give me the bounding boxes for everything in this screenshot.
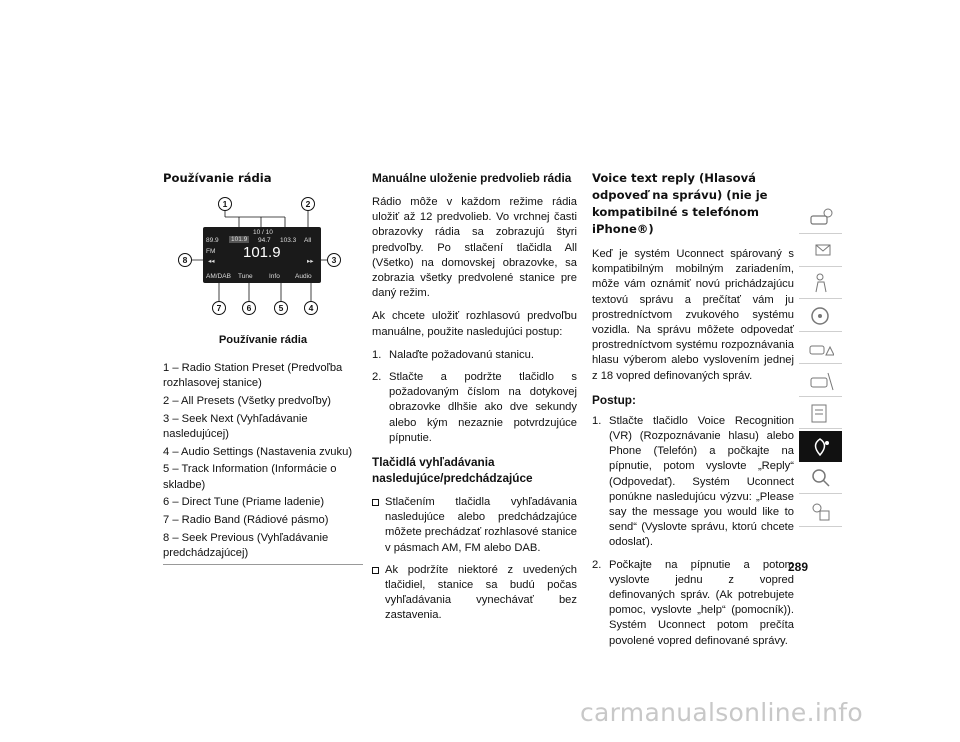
- tab-envelope-car[interactable]: [799, 236, 842, 267]
- callout-5: 5: [274, 301, 288, 315]
- bullet-text: Ak podržíte niektoré z uvedených tlačidiel, stanice sa budú počas vyhľadávania vynechávať bez zastavenia.: [385, 563, 577, 622]
- tab-steering-wheel[interactable]: [799, 301, 842, 332]
- paragraph: Keď je systém Uconnect spárovaný s kompatibilným mobilným zariadením, môže vám oznámiť novú prichádzajúcu textovú správu a prečítať vám ju prostredníctvom zvukového systému vozidla. Na správu môžete odpovedať prostredníctvom systému rozpoznávania hlasu výberom alebo vyslovením jednej z 18 vopred definovaných správ.: [592, 248, 794, 382]
- legend-item: 6 – Direct Tune (Priame ladenie): [163, 496, 325, 509]
- audio-button[interactable]: Audio: [295, 273, 312, 280]
- procedure-heading: Postup:: [592, 392, 636, 407]
- section-heading: Voice text reply (Hlasová odpoveď na správu) (nie je kompatibilné s telefónom iPhone®): [592, 171, 768, 236]
- step-text: Stlačte tlačidlo Voice Recognition (VR) (Rozpoznávanie hlasu) alebo Phone (Telefón) a počkajte na pípnutie, potom vyslovte „Reply“ (Odpovedať). Systém Uconnect ponúkne nasledujúcu výzvu: „Please say the message you would like to send“ (Vyslovte správu, ktorú chcete odoslať).: [609, 414, 794, 549]
- seek-next-button[interactable]: ▸▸: [307, 258, 314, 265]
- list-item: [592, 414, 794, 551]
- radio-band-button[interactable]: AM/DAB: [206, 273, 231, 280]
- list-item: [372, 370, 577, 446]
- bullet-text: Stlačením tlačidla vyhľadávania nasledujúce alebo predchádzajúce môžete prechádzať rozhlasové stanice v pásmach AM, FM alebo DAB.: [385, 496, 578, 554]
- subsection-heading: Tlačidlá vyhľadávania nasledujúce/predchádzajúce: [372, 455, 533, 486]
- seek-prev-button[interactable]: ◂◂: [208, 258, 215, 265]
- legend-item: 8 – Seek Previous (Vyhľadávanie predchádzajúcej): [163, 531, 329, 559]
- band-label: FM: [206, 248, 216, 255]
- tab-index[interactable]: [799, 496, 842, 527]
- figure-caption: Používanie rádia: [218, 334, 308, 346]
- legend-item: 5 – Track Information (Informácie o skladbe): [163, 463, 337, 491]
- figure-legend: [163, 361, 363, 561]
- tab-car-info[interactable]: [799, 203, 842, 234]
- tab-maintenance[interactable]: [799, 398, 842, 429]
- envelope-car-icon: [808, 240, 834, 262]
- seat-belt-icon: [808, 272, 834, 294]
- column-3: [592, 170, 794, 657]
- step-number: 1.: [372, 348, 382, 361]
- bullet-box-icon: [372, 567, 379, 574]
- multimedia-icon: [808, 435, 834, 457]
- callout-1: 1: [218, 197, 232, 211]
- legend-item: 2 – All Presets (Všetky predvoľby): [163, 395, 332, 408]
- car-info-icon: [808, 207, 834, 229]
- bullet-box-icon: [372, 499, 379, 506]
- preset-button[interactable]: 89.9: [206, 237, 219, 244]
- paragraph: Ak chcete uložiť rozhlasovú predvoľbu manuálne, použite nasledujúci postup:: [372, 310, 577, 338]
- info-button[interactable]: Info: [269, 273, 280, 280]
- warning-car-icon: [808, 337, 834, 359]
- section-heading: Manuálne uloženie predvolieb rádia: [372, 171, 572, 185]
- legend-item: 7 – Radio Band (Rádiové pásmo): [163, 514, 329, 527]
- list-item: [372, 563, 577, 624]
- step-number: 2.: [372, 371, 382, 384]
- chapter-tabs: [799, 203, 842, 528]
- maintenance-list-icon: [808, 402, 834, 424]
- bullet-list: [372, 495, 577, 624]
- callout-7: 7: [212, 301, 226, 315]
- paragraph: Rádio môže v každom režime rádia uložiť až 12 predvolieb. Vo vrchnej časti obrazovky rádia sa zobrazujú štyri predvoľby. Po stlačení tlačidla All (Všetko) na domovskej obrazovke, sa zobrazia všetky predvolené stanice pre daný režim.: [372, 196, 577, 300]
- step-text: Nalaďte požadovanú stanicu.: [389, 348, 534, 361]
- section-heading: Používanie rádia: [163, 171, 272, 185]
- tune-button[interactable]: Tune: [238, 273, 253, 280]
- list-item: [372, 348, 577, 363]
- radio-screen: [203, 227, 321, 283]
- legend-divider: [163, 564, 363, 565]
- callout-6: 6: [242, 301, 256, 315]
- step-text: Stlačte a podržte tlačidlo s požadovaným číslom na dotykovej obrazovke dlhšie ako dve sekundy alebo kým nezaznie potvrdzujúce pípnutie.: [389, 371, 577, 444]
- list-item: [592, 558, 794, 649]
- tab-car-tools[interactable]: [799, 366, 842, 397]
- search-icon: [808, 467, 834, 489]
- page-number: 289: [788, 560, 809, 574]
- current-frequency: 101.9: [243, 244, 281, 261]
- steps-list: [372, 348, 577, 446]
- column-2: [372, 170, 577, 632]
- step-number: 2.: [592, 558, 602, 571]
- steering-wheel-icon: [808, 305, 834, 327]
- tab-search[interactable]: [799, 463, 842, 494]
- legend-item: 4 – Audio Settings (Nastavenia zvuku): [163, 445, 353, 458]
- callout-3: 3: [327, 253, 341, 267]
- legend-item: 1 – Radio Station Preset (Predvoľba rozhlasovej stanice): [163, 362, 343, 390]
- preset-button-active[interactable]: 101.9: [231, 236, 248, 243]
- preset-count: 10 / 10: [253, 229, 273, 236]
- steps-list: [592, 414, 794, 649]
- list-item: [372, 495, 577, 556]
- preset-button[interactable]: 103.3: [280, 237, 297, 244]
- index-icon: [808, 500, 834, 522]
- watermark: carmanualsonline.info: [580, 698, 863, 727]
- preset-button[interactable]: 94.7: [258, 237, 271, 244]
- tab-warning-car[interactable]: [799, 333, 842, 364]
- radio-figure: [163, 197, 363, 327]
- legend-item: 3 – Seek Next (Vyhľadávanie nasledujúcej): [163, 412, 308, 441]
- tab-multimedia[interactable]: [799, 431, 842, 462]
- step-number: 1.: [592, 414, 602, 427]
- all-presets-button[interactable]: All: [304, 237, 312, 244]
- tab-seat-belt[interactable]: [799, 268, 842, 299]
- column-1: [163, 170, 363, 565]
- callout-8: 8: [178, 253, 192, 267]
- step-text: Počkajte na pípnutie a potom vyslovte jednu z vopred definovaných správ. (Ak potrebujete pomoc, vyslovte „help“ (pomocník)). Systém Uconnect potom prečíta povolené vopred definované správy.: [609, 558, 794, 647]
- car-tools-icon: [808, 370, 834, 392]
- callout-2: 2: [301, 197, 315, 211]
- callout-4: 4: [304, 301, 318, 315]
